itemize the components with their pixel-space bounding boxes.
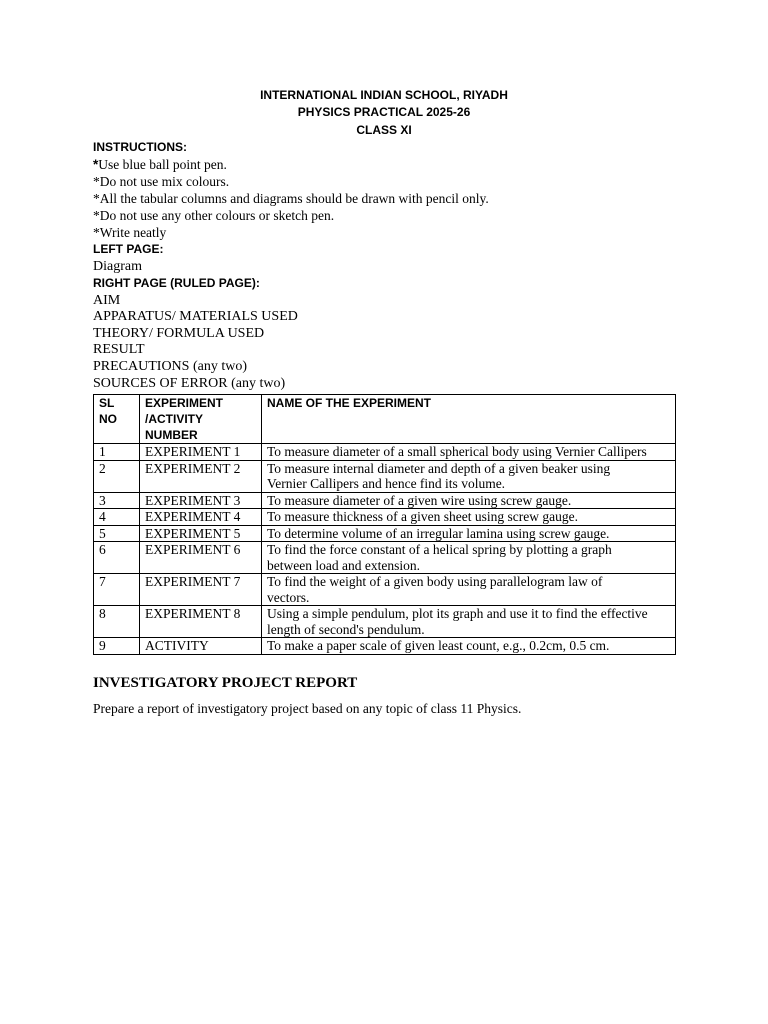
instruction-star: *: [93, 157, 99, 172]
cell-name: Using a simple pendulum, plot its graph and use it to find the effective length of second's pendulum.: [262, 606, 676, 638]
project-text: Prepare a report of investigatory project based on any topic of class 11 Physics.: [93, 701, 522, 716]
table-row: [94, 492, 676, 509]
table-row: [94, 574, 676, 606]
cell-name: To measure diameter of a given wire using screw gauge.: [262, 492, 676, 509]
table-row: [94, 509, 676, 526]
instructions-heading: INSTRUCTIONS:: [93, 140, 187, 154]
right-page-item: THEORY/ FORMULA USED: [93, 326, 265, 341]
right-page-item: RESULT: [93, 342, 145, 357]
cell-experiment: EXPERIMENT 4: [140, 509, 262, 526]
instruction-item: *All the tabular columns and diagrams should be drawn with pencil only.: [93, 191, 489, 206]
cell-sl: 3: [94, 492, 140, 509]
table-row: [94, 638, 676, 655]
cell-name: To make a paper scale of given least count, e.g., 0.2cm, 0.5 cm.: [262, 638, 676, 655]
cell-experiment: ACTIVITY: [140, 638, 262, 655]
school-name: INTERNATIONAL INDIAN SCHOOL, RIYADH: [260, 88, 508, 102]
cell-experiment: EXPERIMENT 2: [140, 460, 262, 492]
cell-name: To measure diameter of a small spherical body using Vernier Callipers: [262, 444, 676, 461]
right-page-item: PRECAUTIONS (any two): [93, 359, 247, 374]
left-page-heading: LEFT PAGE:: [93, 242, 164, 256]
cell-sl: 5: [94, 525, 140, 542]
cell-name: To measure internal diameter and depth of a given beaker using Vernier Callipers and hence find its volume.: [262, 460, 676, 492]
cell-experiment: EXPERIMENT 5: [140, 525, 262, 542]
left-page-item: Diagram: [93, 259, 142, 274]
right-page-item: SOURCES OF ERROR (any two): [93, 376, 286, 391]
right-page-heading: RIGHT PAGE (RULED PAGE):: [93, 276, 260, 290]
cell-sl: 1: [94, 444, 140, 461]
cell-sl: 7: [94, 574, 140, 606]
class-title: CLASS XI: [356, 123, 412, 137]
cell-experiment: EXPERIMENT 1: [140, 444, 262, 461]
table-row: [94, 525, 676, 542]
table-row: [94, 542, 676, 574]
cell-sl: 6: [94, 542, 140, 574]
cell-name: To find the weight of a given body using parallelogram law of vectors.: [262, 574, 676, 606]
instruction-item: *Use blue ball point pen.: [93, 157, 227, 172]
cell-name: To determine volume of an irregular lamina using screw gauge.: [262, 525, 676, 542]
cell-experiment: EXPERIMENT 8: [140, 606, 262, 638]
table-row: [94, 444, 676, 461]
header-sl-no: SL NO: [94, 395, 140, 444]
project-heading: INVESTIGATORY PROJECT REPORT: [93, 675, 358, 691]
cell-sl: 8: [94, 606, 140, 638]
cell-sl: 9: [94, 638, 140, 655]
cell-sl: 4: [94, 509, 140, 526]
table-row: [94, 460, 676, 492]
cell-name: To find the force constant of a helical spring by plotting a graph between load and extension.: [262, 542, 676, 574]
cell-experiment: EXPERIMENT 7: [140, 574, 262, 606]
cell-sl: 2: [94, 460, 140, 492]
instruction-item: *Write neatly: [93, 225, 167, 240]
right-page-item: AIM: [93, 293, 121, 308]
instruction-item: *Do not use any other colours or sketch pen.: [93, 208, 335, 223]
cell-experiment: EXPERIMENT 3: [140, 492, 262, 509]
table-header-row: [94, 395, 676, 444]
cell-experiment: EXPERIMENT 6: [140, 542, 262, 574]
right-page-item: APPARATUS/ MATERIALS USED: [93, 309, 298, 324]
experiments-table: [93, 394, 676, 655]
table-row: [94, 606, 676, 638]
practical-title: PHYSICS PRACTICAL 2025-26: [297, 105, 471, 119]
header-experiment-name: NAME OF THE EXPERIMENT: [262, 395, 676, 444]
header-experiment-number: EXPERIMENT /ACTIVITY NUMBER: [140, 395, 262, 444]
cell-name: To measure thickness of a given sheet using screw gauge.: [262, 509, 676, 526]
instruction-item: *Do not use mix colours.: [93, 174, 230, 189]
